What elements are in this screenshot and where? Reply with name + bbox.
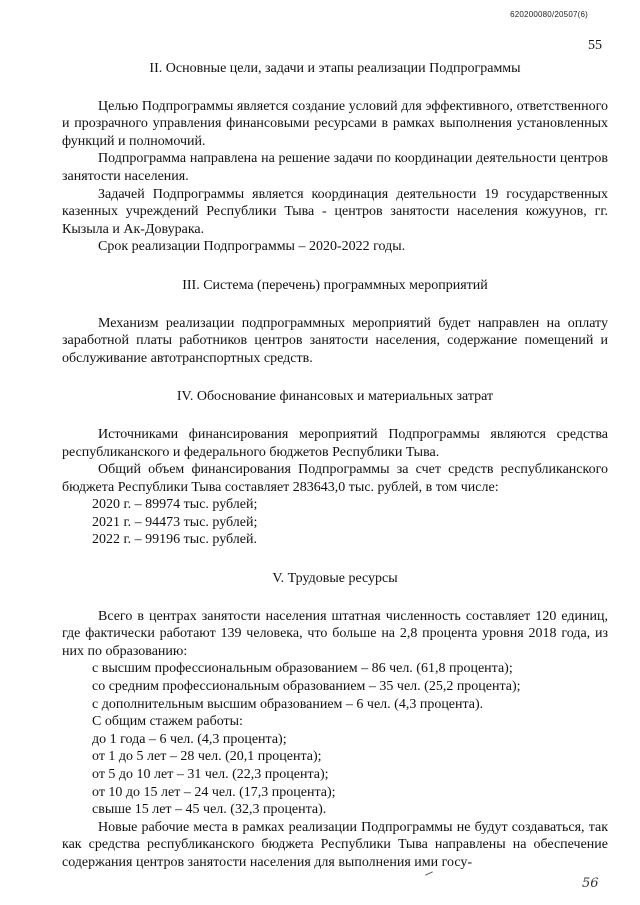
paragraph: Общий объем финансирования Подпрограммы за счет средств республиканского бюджета Республики Тыва составляет 283643,0 тыс. рублей, в том числе: <box>62 462 608 495</box>
list-item: 2022 г. – 99196 тыс. рублей. <box>92 532 257 548</box>
list-item: от 5 до 10 лет – 31 чел. (22,3 процента); <box>92 767 329 782</box>
list-item: с высшим профессиональным образованием – 86 чел. (61,8 процента); <box>92 661 513 677</box>
section-4-title: IV. Обоснование финансовых и материальных затрат <box>176 389 494 405</box>
paragraph: Всего в центрах занятости населения штатная численность составляет 120 единиц, где фактически работают 139 человека, что больше на 2,8 процента уровня 2018 года, из них по образованию: <box>62 608 608 659</box>
handwritten-page-mark: 56 <box>582 876 599 891</box>
list-item: от 1 до 5 лет – 28 чел. (20,1 процента); <box>92 749 322 765</box>
list-item: 2021 г. – 94473 тыс. рублей; <box>92 514 258 530</box>
pen-tick-mark <box>425 871 433 875</box>
paragraph: Механизм реализации подпрограммных мероприятий будет направлен на оплату заработной платы работников центров занятости населения, содержание помещений и обслуживание автотранспортных средств. <box>62 315 608 366</box>
section-5-title: V. Трудовые ресурсы <box>272 571 398 587</box>
page-number: 55 <box>588 38 602 53</box>
list-item: со средним профессиональным образованием – 35 чел. (25,2 процента); <box>92 679 521 695</box>
paragraph: Целью Подпрограммы является создание условий для эффективного, ответственного и прозрачного управления финансовыми ресурсами в рамках выполнения установленных функций и полномочий. <box>62 98 608 149</box>
paragraph: Источниками финансирования мероприятий Подпрограммы являются средства республиканского и федерального бюджетов Республики Тыва. <box>62 426 608 460</box>
paragraph: Задачей Подпрограммы является координация деятельности 19 государственных казенных учреждений Республики Тыва - центров занятости населения кожуунов, гг. Кызыла и Ак-Довурака. <box>62 186 608 237</box>
section-3-title: III. Система (перечень) программных мероприятий <box>182 277 488 293</box>
paragraph: Подпрограмма направлена на решение задачи по координации деятельности центров занятости населения. <box>62 151 608 184</box>
paragraph: Новые рабочие места в рамках реализации Подпрограммы не будут создаваться, так как средства республиканского бюджета Республики Тыва направлены на обеспечение содержания центров занятости населения для выполнения ими госу- <box>62 819 608 870</box>
document-body <box>62 60 608 872</box>
list-item: С общим стажем работы: <box>92 714 243 730</box>
list-item: до 1 года – 6 чел. (4,3 процента); <box>92 731 287 747</box>
section-2-title: II. Основные цели, задачи и этапы реализации Подпрограммы <box>149 61 521 76</box>
paragraph: Срок реализации Подпрограммы – 2020-2022 годы. <box>98 239 406 255</box>
list-item: с дополнительным высшим образованием – 6 чел. (4,3 процента). <box>92 696 484 712</box>
list-item: свыше 15 лет – 45 чел. (32,3 процента). <box>92 802 327 818</box>
list-item: от 10 до 15 лет – 24 чел. (17,3 процента); <box>92 784 336 800</box>
document-id: 620200080/20507(6) <box>510 10 588 19</box>
list-item: 2020 г. – 89974 тыс. рублей; <box>92 497 258 513</box>
